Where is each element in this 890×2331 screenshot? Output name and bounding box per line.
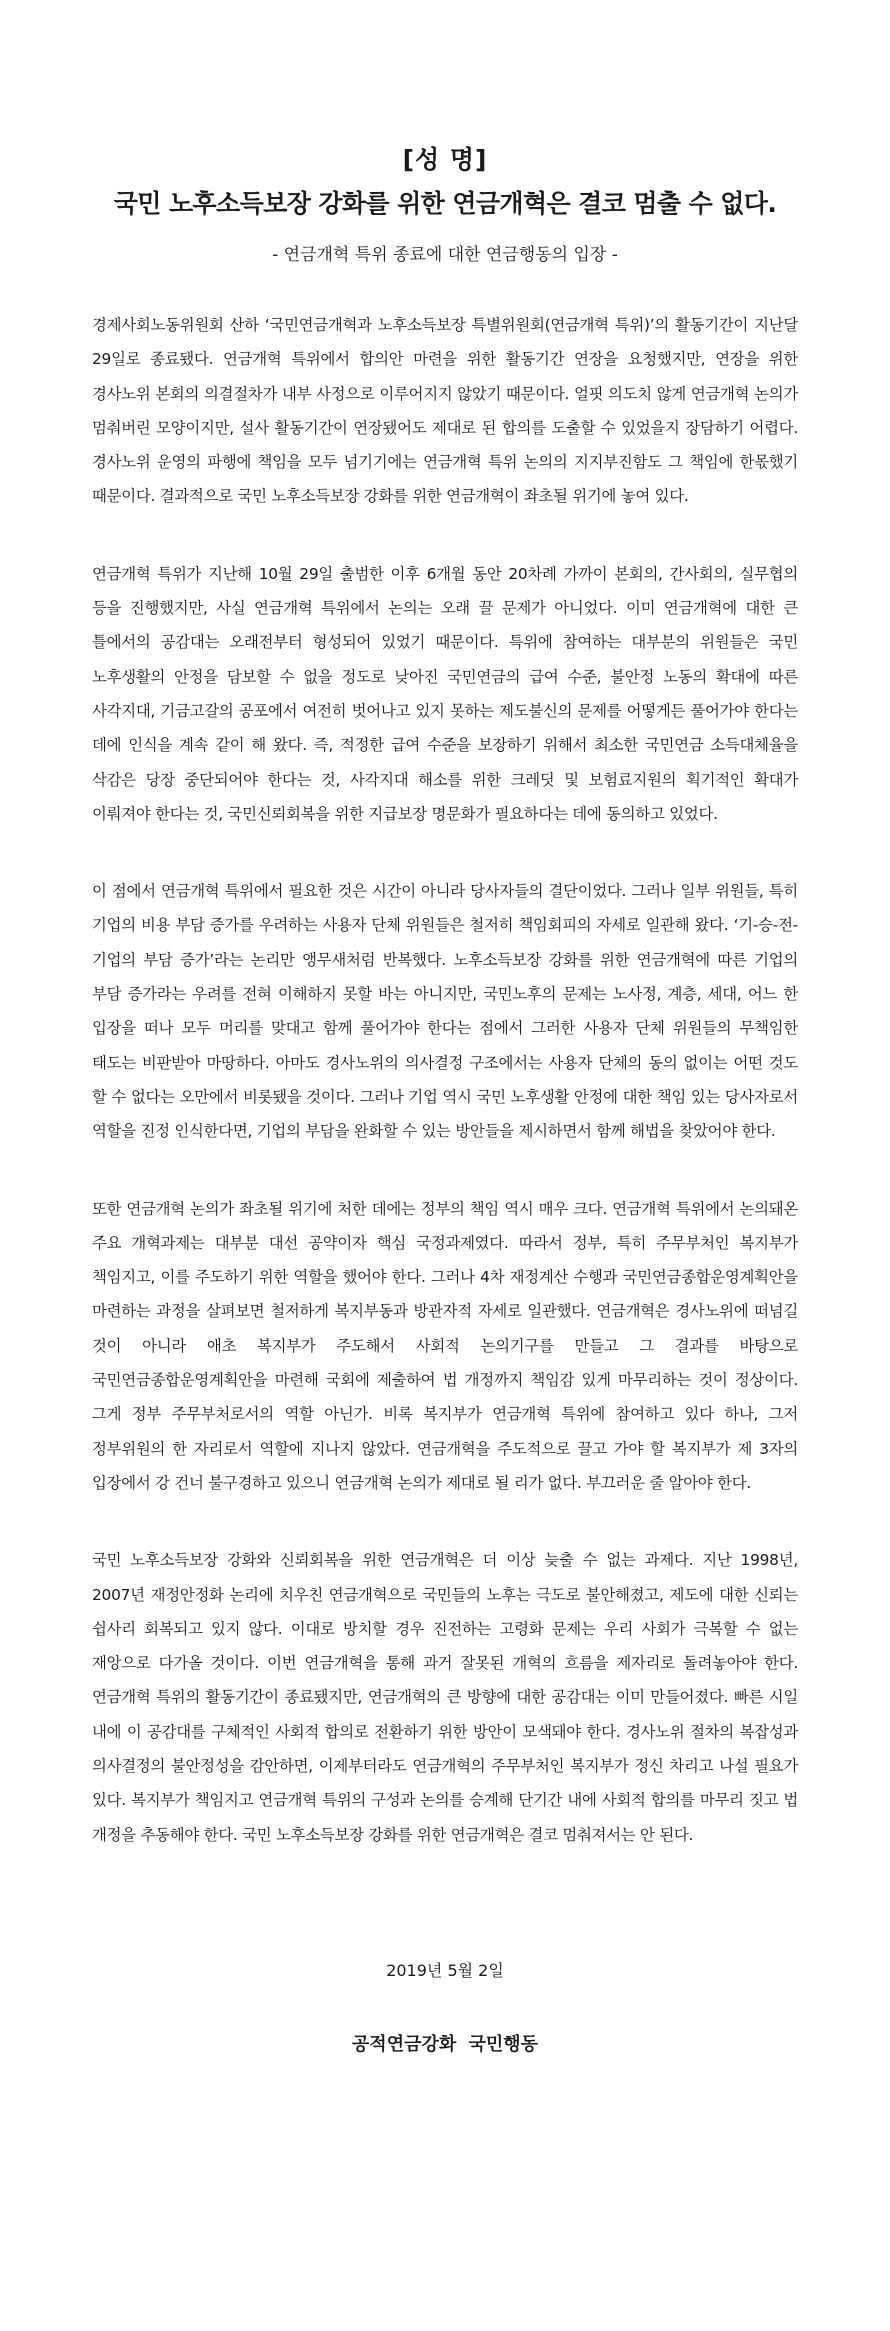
body-paragraph-2: 연금개혁 특위가 지난해 10월 29일 출범한 이후 6개월 동안 20차례 가까이 본회의, 간사회의, 실무협의 등을 진행했지만, 사실 연금개혁 특위에서 논의는 오래 끌 문제가 아니었다. 이미 연금개혁에 대한 큰 틀에서의 공감대는 오래전부터 형성되어 있었기 때문이다. 특위에 참여하는 대부분의 위원들은 국민 노후생활의 안정을 담보할 수 없을 정도로 낮아진 국민연금의 급여 수준, 불안정 노동의 확대에 따른 사각지대, 기금고갈의 공포에서 여전히 벗어나고 있지 못하는 제도불신의 문제를 어떻게든 풀어가야 한다는 데에 인식을 계속 같이 해 왔다. 즉, 적정한 급여 수준을 보장하기 위해서 최소한 국민연금 소득대체율을 삭감은 당장 중단되어야 한다는 것, 사각지대 해소를 위한 크레딧 및 보험료지원의 획기적인 확대가 이뤄져야 한다는 것, 국민신뢰회복을 위한 지급보장 명문화가 필요하다는 데에 동의하고 있었다. bbox=[92, 564, 798, 823]
body-paragraph-5: 국민 노후소득보장 강화와 신뢰회복을 위한 연금개혁은 더 이상 늦출 수 없는 과제다. 지난 1998년, 2007년 재정안정화 논리에 치우친 연금개혁으로 국민들의 노후는 극도로 불안해졌고, 제도에 대한 신뢰는 쉽사리 회복되고 있지 않다. 이대로 방치할 경우 진전하는 고령화 문제는 우리 사회가 극복할 수 없는 재앙으로 다가올 것이다. 이번 연금개혁을 통해 과거 잘못된 개혁의 흐름을 제자리로 돌려놓아야 한다. 연금개혁 특위의 활동기간이 종료됐지만, 연금개혁의 큰 방향에 대한 공감대는 이미 만들어졌다. 빠른 시일 내에 이 공감대를 구체적인 사회적 합의로 전환하기 위한 방안이 모색돼야 한다. 경사노위 절차의 복잡성과 의사결정의 불안정성을 감안하면, 이제부터라도 연금개혁의 주무부처인 복지부가 정신 차리고 나설 필요가 있다. 복지부가 책임지고 연금개혁 특위의 구성과 논의를 승계해 단기간 내에 사회적 합의를 마무리 짓고 법 개정을 추동해야 한다. 국민 노후소득보장 강화를 위한 연금개혁은 결코 멈춰져서는 안 된다. bbox=[92, 1551, 798, 1844]
body-paragraph-4: 또한 연금개혁 논의가 좌초될 위기에 처한 데에는 정부의 책임 역시 매우 크다. 연금개혁 특위에서 논의돼온 주요 개혁과제는 대부분 대선 공약이자 핵심 국정과제였다. 따라서 정부, 특히 주무부처인 복지부가 책임지고, 이를 주도하기 위한 역할을 했어야 한다. 그러나 4차 재정계산 수행과 국민연금종합운영계획안을 마련하는 과정을 살펴보면 철저하게 복지부동과 방관자적 자세로 일관했다. 연금개혁은 경사노위에 떠넘길 것이 아니라 애초 복지부가 주도해서 사회적 논의기구를 만들고 그 결과를 바탕으로 국민연금종합운영계획안을 마련해 국회에 제출하여 법 개정까지 책임감 있게 마무리하는 것이 정상이다. 그게 정부 주무부처로서의 역할 아닌가. 비록 복지부가 연금개혁 특위에 참여하고 있다 하나, 그저 정부위원의 한 자리로서 역할에 지나지 않았다. 연금개혁을 주도적으로 끌고 가야 할 복지부가 제 3자의 입장에서 강 건너 불구경하고 있으니 연금개혁 논의가 제대로 될 리가 없다. 부끄러운 줄 알아야 한다. bbox=[92, 1199, 798, 1492]
statement-body bbox=[92, 308, 798, 1895]
statement-heading: [성 명] bbox=[402, 145, 488, 174]
statement-subtitle: - 연금개혁 특위 종료에 대한 연금행동의 입장 - bbox=[272, 245, 618, 265]
body-paragraph-3: 이 점에서 연금개혁 특위에서 필요한 것은 시간이 아니라 당사자들의 결단이었다. 그러나 일부 위원들, 특히 기업의 비용 부담 증가를 우려하는 사용자 단체 위원들은 철저히 책임회피의 자세로 일관해 왔다. ‘기-승-전-기업의 부담 증가’라는 논리만 앵무새처럼 반복했다. 노후소득보장 강화를 위한 연금개혁에 따른 기업의 부담 증가라는 우려를 전혀 이해하지 못할 바는 아니지만, 국민노후의 문제는 노사정, 계층, 세대, 어느 한 입장을 떠나 모두 머리를 맞대고 함께 풀어가야 한다는 점에서 그러한 사용자 단체 위원들의 무책임한 태도는 비판받아 마땅하다. 아마도 경사노위의 의사결정 구조에서는 사용자 단체의 동의 없이는 어떤 것도 할 수 없다는 오만에서 비롯됐을 것이다. 그러나 기업 역시 국민 노후생활 안정에 대한 책임 있는 당사자로서 역할을 진정 인식한다면, 기업의 부담을 완화할 수 있는 방안들을 제시하면서 함께 해법을 찾았어야 한다. bbox=[92, 882, 798, 1141]
body-paragraph-1: 경제사회노동위원회 산하 ‘국민연금개혁과 노후소득보장 특별위원회(연금개혁 특위)’의 활동기간이 지난달 29일로 종료됐다. 연금개혁 특위에서 합의안 마련을 위한 활동기간 연장을 요청했지만, 연장을 위한 경사노위 본회의 의결절차가 내부 사정으로 이루어지지 않았기 때문이다. 얼핏 의도치 않게 연금개혁 논의가 멈춰버린 모양이지만, 설사 활동기간이 연장됐어도 제대로 된 합의를 도출할 수 있었을지 장담하기 어렵다. 경사노위 운영의 파행에 책임을 모두 넘기기에는 연금개혁 특위 논의의 지지부진함도 그 책임에 한몫했기 때문이다. 결과적으로 국민 노후소득보장 강화를 위한 연금개혁이 좌초될 위기에 놓여 있다. bbox=[92, 316, 798, 506]
statement-date: 2019년 5월 2일 bbox=[386, 1961, 504, 1980]
statement-title: 국민 노후소득보장 강화를 위한 연금개혁은 결코 멈출 수 없다. bbox=[113, 189, 777, 218]
statement-signature: 공적연금강화 국민행동 bbox=[351, 2034, 539, 2055]
